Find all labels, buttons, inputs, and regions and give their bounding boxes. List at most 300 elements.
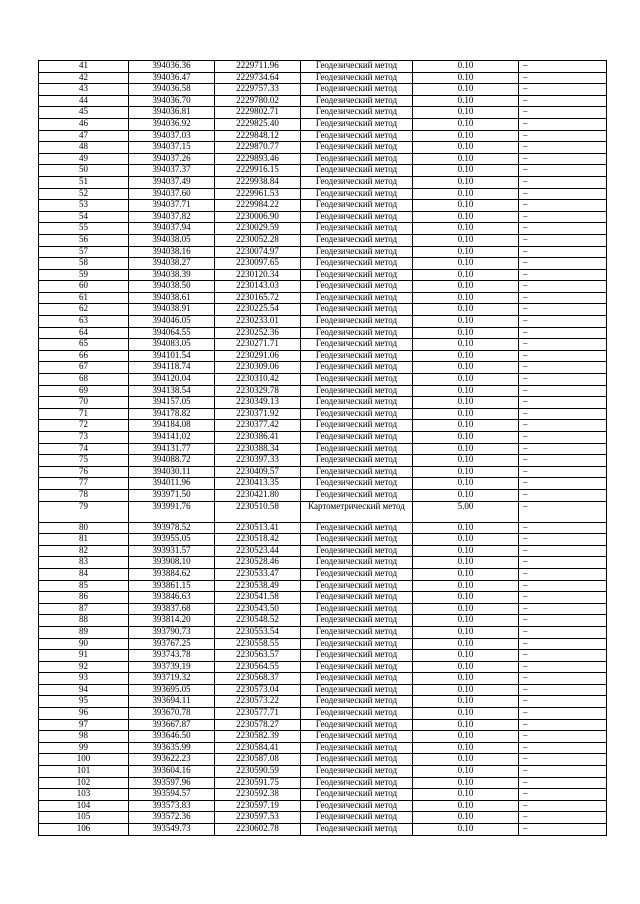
point-number-cell: 101 (39, 766, 129, 778)
note-cell: – (519, 234, 607, 246)
coord-x-cell: 393622.23 (129, 754, 215, 766)
note-cell: – (519, 118, 607, 130)
table-row (39, 316, 607, 328)
accuracy-cell: 0.10 (413, 684, 519, 696)
table-row (39, 673, 607, 685)
coord-y-cell: 2230006.90 (215, 211, 301, 223)
coord-x-cell: 394046.05 (129, 316, 215, 328)
coord-y-cell: 2230310.42 (215, 374, 301, 386)
coord-y-cell: 2230597.53 (215, 812, 301, 824)
note-cell: – (519, 72, 607, 84)
coord-x-cell: 393597.96 (129, 777, 215, 789)
point-number-cell: 71 (39, 408, 129, 420)
note-cell: – (519, 350, 607, 362)
coord-y-cell: 2230584.41 (215, 742, 301, 754)
table-row (39, 350, 607, 362)
table-row (39, 812, 607, 824)
table-row (39, 592, 607, 604)
accuracy-cell: 0.10 (413, 408, 519, 420)
note-cell: – (519, 800, 607, 812)
accuracy-cell: 0.10 (413, 466, 519, 478)
point-number-cell: 58 (39, 258, 129, 270)
accuracy-cell: 0.10 (413, 304, 519, 316)
coord-x-cell: 394088.72 (129, 455, 215, 467)
method-cell: Геодезический метод (301, 650, 413, 662)
table-row (39, 719, 607, 731)
coord-x-cell: 394038.61 (129, 292, 215, 304)
table-row (39, 443, 607, 455)
note-cell: – (519, 661, 607, 673)
note-cell: – (519, 766, 607, 778)
coord-y-cell: 2229893.46 (215, 153, 301, 165)
method-cell: Геодезический метод (301, 603, 413, 615)
coord-y-cell: 2230553.54 (215, 626, 301, 638)
note-cell: – (519, 292, 607, 304)
accuracy-cell: 0.10 (413, 824, 519, 836)
method-cell: Геодезический метод (301, 568, 413, 580)
table-row (39, 130, 607, 142)
accuracy-cell: 0.10 (413, 696, 519, 708)
point-number-cell: 96 (39, 708, 129, 720)
table-row (39, 708, 607, 720)
point-number-cell: 106 (39, 824, 129, 836)
coord-x-cell: 394011.96 (129, 478, 215, 490)
method-cell: Картометрический метод (301, 501, 413, 522)
table-row (39, 304, 607, 316)
table-row (39, 246, 607, 258)
table-row (39, 568, 607, 580)
coord-y-cell: 2230397.33 (215, 455, 301, 467)
point-number-cell: 47 (39, 130, 129, 142)
coord-x-cell: 393955.05 (129, 534, 215, 546)
coord-x-cell: 394038.91 (129, 304, 215, 316)
table-row (39, 118, 607, 130)
coord-y-cell: 2230388.34 (215, 443, 301, 455)
table-row (39, 374, 607, 386)
accuracy-cell: 0.10 (413, 292, 519, 304)
accuracy-cell: 0.10 (413, 362, 519, 374)
method-cell: Геодезический метод (301, 478, 413, 490)
note-cell: – (519, 615, 607, 627)
coord-x-cell: 393594.57 (129, 789, 215, 801)
table-row (39, 397, 607, 409)
accuracy-cell: 0.10 (413, 327, 519, 339)
method-cell: Геодезический метод (301, 592, 413, 604)
point-number-cell: 67 (39, 362, 129, 374)
method-cell: Геодезический метод (301, 812, 413, 824)
accuracy-cell: 0.10 (413, 592, 519, 604)
note-cell: – (519, 188, 607, 200)
point-number-cell: 57 (39, 246, 129, 258)
table-row (39, 420, 607, 432)
coord-x-cell: 393814.20 (129, 615, 215, 627)
table-row (39, 534, 607, 546)
point-number-cell: 45 (39, 107, 129, 119)
coord-y-cell: 2229916.15 (215, 165, 301, 177)
note-cell: – (519, 316, 607, 328)
coord-x-cell: 393767.25 (129, 638, 215, 650)
coord-x-cell: 394036.36 (129, 61, 215, 73)
coord-y-cell: 2229848.12 (215, 130, 301, 142)
coord-x-cell: 394036.70 (129, 95, 215, 107)
accuracy-cell: 0.10 (413, 118, 519, 130)
note-cell: – (519, 684, 607, 696)
method-cell: Геодезический метод (301, 489, 413, 501)
table-row (39, 234, 607, 246)
accuracy-cell: 0.10 (413, 731, 519, 743)
method-cell: Геодезический метод (301, 95, 413, 107)
point-number-cell: 85 (39, 580, 129, 592)
method-cell: Геодезический метод (301, 223, 413, 235)
accuracy-cell: 0.10 (413, 397, 519, 409)
coord-x-cell: 393743.78 (129, 650, 215, 662)
table-row (39, 327, 607, 339)
coord-x-cell: 393991.76 (129, 501, 215, 522)
point-number-cell: 95 (39, 696, 129, 708)
accuracy-cell: 0.10 (413, 455, 519, 467)
coord-y-cell: 2230518.42 (215, 534, 301, 546)
point-number-cell: 79 (39, 501, 129, 522)
coord-x-cell: 393646.50 (129, 731, 215, 743)
coord-x-cell: 393971.50 (129, 489, 215, 501)
coord-x-cell: 394037.60 (129, 188, 215, 200)
note-cell: – (519, 281, 607, 293)
accuracy-cell: 0.10 (413, 200, 519, 212)
coord-y-cell: 2230533.47 (215, 568, 301, 580)
coord-x-cell: 393572.36 (129, 812, 215, 824)
table-row (39, 661, 607, 673)
method-cell: Геодезический метод (301, 673, 413, 685)
coord-x-cell: 394038.39 (129, 269, 215, 281)
accuracy-cell: 0.10 (413, 661, 519, 673)
method-cell: Геодезический метод (301, 789, 413, 801)
table-row (39, 84, 607, 96)
table-row (39, 258, 607, 270)
coord-y-cell: 2230271.71 (215, 339, 301, 351)
coord-x-cell: 394036.92 (129, 118, 215, 130)
coord-x-cell: 394037.15 (129, 142, 215, 154)
note-cell: – (519, 443, 607, 455)
coord-x-cell: 394037.71 (129, 200, 215, 212)
method-cell: Геодезический метод (301, 534, 413, 546)
coord-x-cell: 394141.02 (129, 432, 215, 444)
note-cell: – (519, 638, 607, 650)
coord-x-cell: 394118.74 (129, 362, 215, 374)
point-number-cell: 78 (39, 489, 129, 501)
accuracy-cell: 0.10 (413, 258, 519, 270)
coord-x-cell: 393604.16 (129, 766, 215, 778)
method-cell: Геодезический метод (301, 661, 413, 673)
method-cell: Геодезический метод (301, 408, 413, 420)
note-cell: – (519, 466, 607, 478)
note-cell: – (519, 165, 607, 177)
method-cell: Геодезический метод (301, 800, 413, 812)
coord-y-cell: 2230564.55 (215, 661, 301, 673)
coord-y-cell: 2230513.41 (215, 522, 301, 534)
note-cell: – (519, 455, 607, 467)
accuracy-cell: 0.10 (413, 673, 519, 685)
coord-y-cell: 2230548.52 (215, 615, 301, 627)
coord-x-cell: 394184.08 (129, 420, 215, 432)
method-cell: Геодезический метод (301, 545, 413, 557)
method-cell: Геодезический метод (301, 432, 413, 444)
coord-x-cell: 393667.87 (129, 719, 215, 731)
point-number-cell: 55 (39, 223, 129, 235)
method-cell: Геодезический метод (301, 350, 413, 362)
method-cell: Геодезический метод (301, 626, 413, 638)
point-number-cell: 50 (39, 165, 129, 177)
note-cell: – (519, 489, 607, 501)
table-row (39, 684, 607, 696)
note-cell: – (519, 211, 607, 223)
coord-x-cell: 393670.78 (129, 708, 215, 720)
note-cell: – (519, 592, 607, 604)
method-cell: Геодезический метод (301, 107, 413, 119)
method-cell: Геодезический метод (301, 385, 413, 397)
point-number-cell: 88 (39, 615, 129, 627)
point-number-cell: 83 (39, 557, 129, 569)
coord-x-cell: 394036.47 (129, 72, 215, 84)
coord-x-cell: 394037.82 (129, 211, 215, 223)
coord-x-cell: 393739.19 (129, 661, 215, 673)
note-cell: – (519, 153, 607, 165)
accuracy-cell: 0.10 (413, 72, 519, 84)
method-cell: Геодезический метод (301, 292, 413, 304)
note-cell: – (519, 522, 607, 534)
note-cell: – (519, 789, 607, 801)
method-cell: Геодезический метод (301, 258, 413, 270)
method-cell: Геодезический метод (301, 420, 413, 432)
note-cell: – (519, 408, 607, 420)
table-row (39, 408, 607, 420)
table-row (39, 95, 607, 107)
point-number-cell: 93 (39, 673, 129, 685)
accuracy-cell: 0.10 (413, 269, 519, 281)
table-row (39, 478, 607, 490)
point-number-cell: 100 (39, 754, 129, 766)
table-row (39, 211, 607, 223)
point-number-cell: 74 (39, 443, 129, 455)
note-cell: – (519, 742, 607, 754)
note-cell: – (519, 223, 607, 235)
point-number-cell: 72 (39, 420, 129, 432)
coord-x-cell: 393573.83 (129, 800, 215, 812)
table-row (39, 176, 607, 188)
table-row (39, 766, 607, 778)
accuracy-cell: 0.10 (413, 626, 519, 638)
accuracy-cell: 0.10 (413, 580, 519, 592)
table-row (39, 696, 607, 708)
point-number-cell: 56 (39, 234, 129, 246)
table-row (39, 800, 607, 812)
method-cell: Геодезический метод (301, 153, 413, 165)
method-cell: Геодезический метод (301, 719, 413, 731)
table-row (39, 650, 607, 662)
table-row (39, 742, 607, 754)
note-cell: – (519, 603, 607, 615)
coord-y-cell: 2230371.92 (215, 408, 301, 420)
coord-x-cell: 394120.04 (129, 374, 215, 386)
coordinates-table-body (39, 61, 607, 836)
coord-y-cell: 2230329.78 (215, 385, 301, 397)
method-cell: Геодезический метод (301, 118, 413, 130)
coord-x-cell: 394037.03 (129, 130, 215, 142)
accuracy-cell: 0.10 (413, 223, 519, 235)
note-cell: – (519, 142, 607, 154)
accuracy-cell: 0.10 (413, 339, 519, 351)
note-cell: – (519, 754, 607, 766)
coord-y-cell: 2230510.58 (215, 501, 301, 522)
method-cell: Геодезический метод (301, 397, 413, 409)
coord-x-cell: 394037.49 (129, 176, 215, 188)
table-row (39, 362, 607, 374)
point-number-cell: 52 (39, 188, 129, 200)
method-cell: Геодезический метод (301, 234, 413, 246)
point-number-cell: 81 (39, 534, 129, 546)
table-row (39, 789, 607, 801)
point-number-cell: 66 (39, 350, 129, 362)
note-cell: – (519, 708, 607, 720)
coord-x-cell: 393884.62 (129, 568, 215, 580)
accuracy-cell: 0.10 (413, 800, 519, 812)
table-row (39, 557, 607, 569)
table-row (39, 223, 607, 235)
coord-x-cell: 394037.94 (129, 223, 215, 235)
coord-y-cell: 2229961.53 (215, 188, 301, 200)
point-number-cell: 82 (39, 545, 129, 557)
point-number-cell: 102 (39, 777, 129, 789)
coord-x-cell: 393549.73 (129, 824, 215, 836)
note-cell: – (519, 130, 607, 142)
point-number-cell: 76 (39, 466, 129, 478)
point-number-cell: 63 (39, 316, 129, 328)
coord-x-cell: 394036.81 (129, 107, 215, 119)
accuracy-cell: 0.10 (413, 374, 519, 386)
point-number-cell: 97 (39, 719, 129, 731)
accuracy-cell: 0.10 (413, 777, 519, 789)
coord-y-cell: 2230578.27 (215, 719, 301, 731)
note-cell: – (519, 107, 607, 119)
coord-y-cell: 2229802.71 (215, 107, 301, 119)
note-cell: – (519, 673, 607, 685)
accuracy-cell: 0.10 (413, 165, 519, 177)
coord-x-cell: 394083.05 (129, 339, 215, 351)
coord-y-cell: 2229825.40 (215, 118, 301, 130)
point-number-cell: 86 (39, 592, 129, 604)
coord-y-cell: 2230421.80 (215, 489, 301, 501)
method-cell: Геодезический метод (301, 742, 413, 754)
accuracy-cell: 0.10 (413, 789, 519, 801)
method-cell: Геодезический метод (301, 176, 413, 188)
coord-y-cell: 2230052.28 (215, 234, 301, 246)
coord-x-cell: 394157.05 (129, 397, 215, 409)
note-cell: – (519, 397, 607, 409)
coord-y-cell: 2230165.72 (215, 292, 301, 304)
accuracy-cell: 0.10 (413, 545, 519, 557)
coord-y-cell: 2229938.84 (215, 176, 301, 188)
note-cell: – (519, 362, 607, 374)
table-row (39, 545, 607, 557)
coord-y-cell: 2230291.06 (215, 350, 301, 362)
point-number-cell: 89 (39, 626, 129, 638)
coord-y-cell: 2230309.06 (215, 362, 301, 374)
accuracy-cell: 0.10 (413, 246, 519, 258)
table-row (39, 501, 607, 522)
method-cell: Геодезический метод (301, 304, 413, 316)
note-cell: – (519, 568, 607, 580)
point-number-cell: 80 (39, 522, 129, 534)
note-cell: – (519, 420, 607, 432)
method-cell: Геодезический метод (301, 327, 413, 339)
coord-y-cell: 2230577.71 (215, 708, 301, 720)
accuracy-cell: 0.10 (413, 557, 519, 569)
accuracy-cell: 0.10 (413, 478, 519, 490)
point-number-cell: 105 (39, 812, 129, 824)
method-cell: Геодезический метод (301, 777, 413, 789)
table-row (39, 385, 607, 397)
coord-x-cell: 394037.26 (129, 153, 215, 165)
method-cell: Геодезический метод (301, 522, 413, 534)
accuracy-cell: 0.10 (413, 142, 519, 154)
coord-x-cell: 394131.77 (129, 443, 215, 455)
table-row (39, 432, 607, 444)
point-number-cell: 98 (39, 731, 129, 743)
point-number-cell: 69 (39, 385, 129, 397)
accuracy-cell: 0.10 (413, 812, 519, 824)
coord-y-cell: 2230029.59 (215, 223, 301, 235)
table-row (39, 603, 607, 615)
note-cell: – (519, 501, 607, 522)
method-cell: Геодезический метод (301, 84, 413, 96)
coord-y-cell: 2230413.35 (215, 478, 301, 490)
method-cell: Геодезический метод (301, 374, 413, 386)
coord-y-cell: 2230523.44 (215, 545, 301, 557)
point-number-cell: 103 (39, 789, 129, 801)
accuracy-cell: 0.10 (413, 650, 519, 662)
accuracy-cell: 0.10 (413, 432, 519, 444)
note-cell: – (519, 812, 607, 824)
coord-y-cell: 2230573.04 (215, 684, 301, 696)
coord-y-cell: 2230587.08 (215, 754, 301, 766)
method-cell: Геодезический метод (301, 188, 413, 200)
coordinates-table (38, 60, 607, 836)
point-number-cell: 51 (39, 176, 129, 188)
point-number-cell: 73 (39, 432, 129, 444)
coord-x-cell: 393695.05 (129, 684, 215, 696)
note-cell: – (519, 731, 607, 743)
point-number-cell: 68 (39, 374, 129, 386)
coord-y-cell: 2230568.37 (215, 673, 301, 685)
coord-x-cell: 393931.57 (129, 545, 215, 557)
note-cell: – (519, 650, 607, 662)
point-number-cell: 94 (39, 684, 129, 696)
point-number-cell: 46 (39, 118, 129, 130)
table-row (39, 626, 607, 638)
coord-y-cell: 2230563.57 (215, 650, 301, 662)
method-cell: Геодезический метод (301, 443, 413, 455)
method-cell: Геодезический метод (301, 165, 413, 177)
method-cell: Геодезический метод (301, 362, 413, 374)
point-number-cell: 70 (39, 397, 129, 409)
coord-x-cell: 394038.05 (129, 234, 215, 246)
method-cell: Геодезический метод (301, 246, 413, 258)
coord-y-cell: 2230377.42 (215, 420, 301, 432)
coord-x-cell: 394030.11 (129, 466, 215, 478)
accuracy-cell: 0.10 (413, 534, 519, 546)
note-cell: – (519, 304, 607, 316)
accuracy-cell: 0.10 (413, 84, 519, 96)
point-number-cell: 104 (39, 800, 129, 812)
